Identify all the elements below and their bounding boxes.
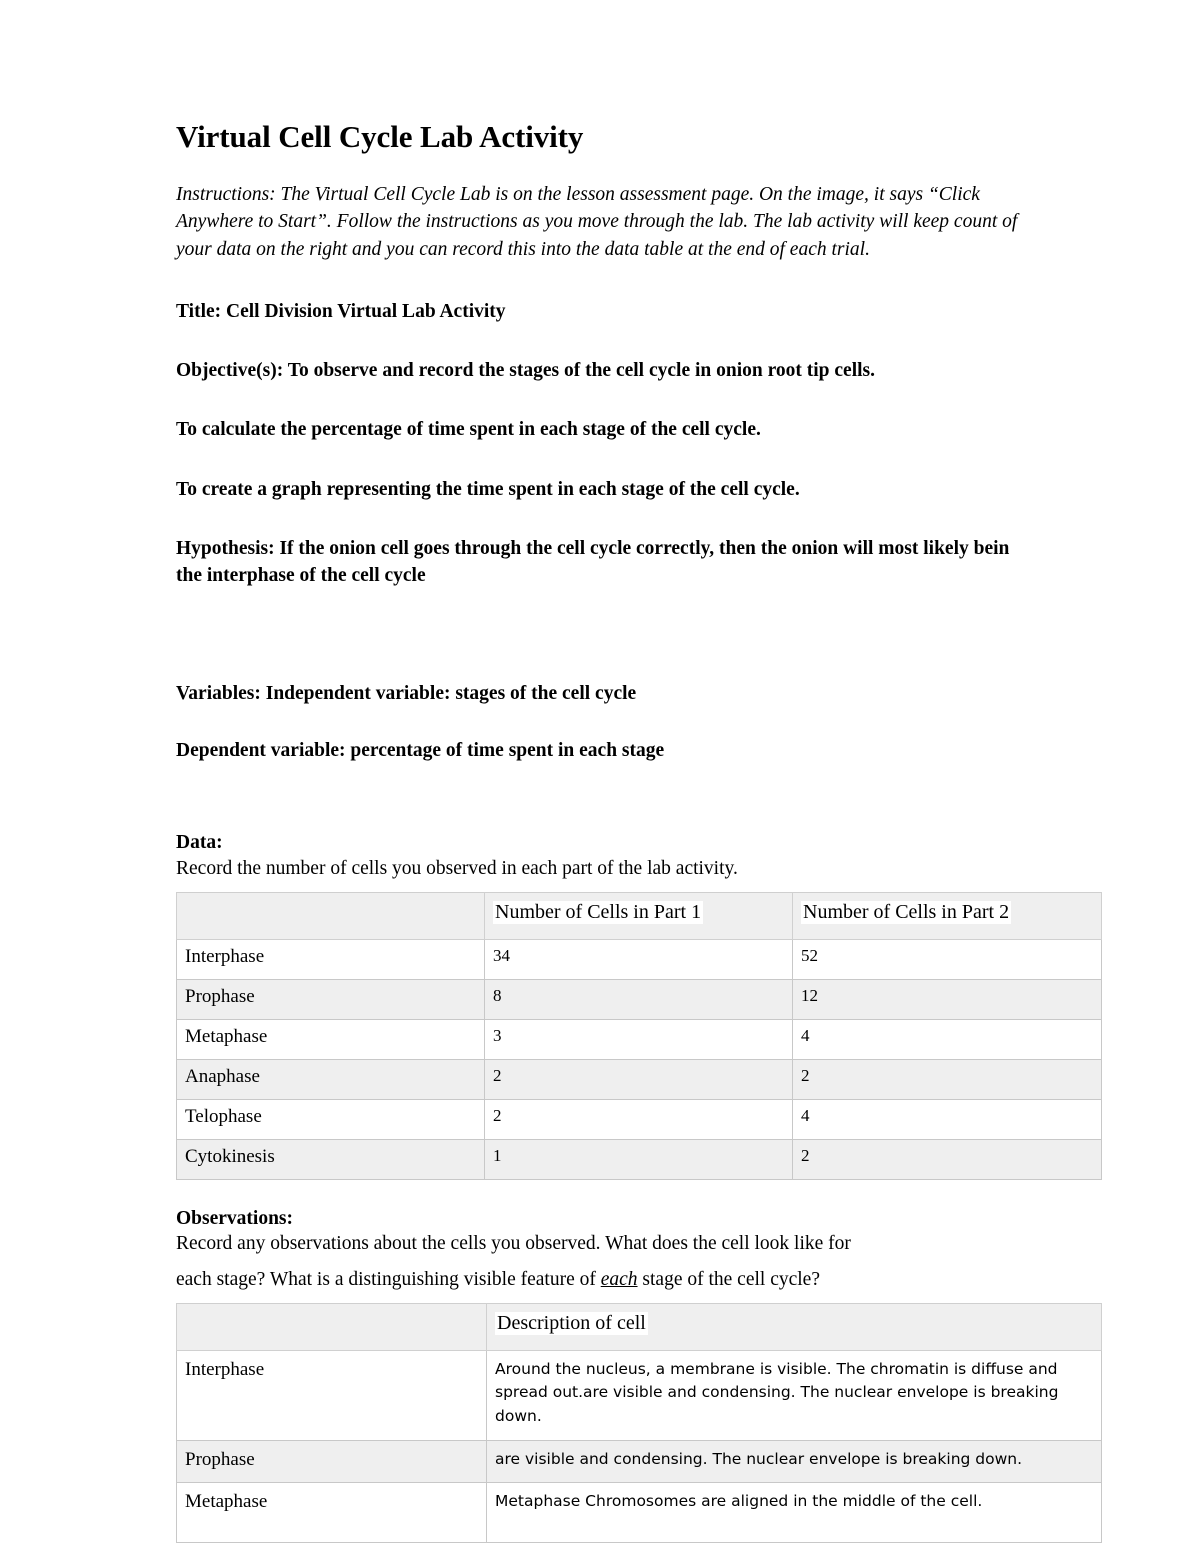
part1-count: 2 [485,1059,793,1099]
header-cell-description: Description of cell [487,1303,1102,1350]
dependent-variable-line: Dependent variable: percentage of time spent in each stage [176,739,665,761]
objective-line-3: To create a graph representing the time spent in each stage of the cell cycle. [176,478,800,500]
stage-name: Interphase [177,1350,487,1440]
part2-count: 4 [793,1099,1102,1139]
table-header-row [177,1303,1102,1350]
stage-name: Metaphase [177,1482,487,1542]
table-header-row [177,892,1102,939]
stage-name: Cytokinesis [177,1139,485,1179]
observations-subheading-suffix: stage of the cell cycle? [637,1269,820,1291]
stage-name: Anaphase [177,1059,485,1099]
table-row [177,1059,1102,1099]
part2-count: 52 [793,939,1102,979]
part1-count: 3 [485,1019,793,1059]
observations-table [176,1303,1102,1543]
part2-count: 2 [793,1059,1102,1099]
data-heading: Data: [176,832,223,854]
instructions-paragraph: Instructions: The Virtual Cell Cycle Lab is on the lesson assessment page. On the image, it says “Click Anywhere to Start”. Follow the instructions as you move through the lab. The lab activity will keep count of your data on the right and you can record this into the data table at the end of each trial. [176,183,1018,261]
observations-emphasis-word: each [600,1269,638,1291]
table-row [177,1019,1102,1059]
table-row [177,1139,1102,1179]
table-row [177,1482,1102,1542]
lab-title-line: Title: Cell Division Virtual Lab Activity [176,300,506,322]
stage-description: Metaphase Chromosomes are aligned in the middle of the cell. [487,1482,1102,1542]
observations-section-header [176,1206,1056,1293]
table-row [177,979,1102,1019]
table-row [177,1350,1102,1440]
observations-subheading-line1: Record any observations about the cells you observed. What does the cell look like for [176,1233,851,1255]
spacer-before-data [176,796,1056,830]
header-cell-stage [177,892,485,939]
table-row [177,1099,1102,1139]
objective-line-2: To calculate the percentage of time spent in each stage of the cell cycle. [176,419,761,441]
cell-count-table [176,892,1102,1180]
part1-count: 34 [485,939,793,979]
stage-description: are visible and condensing. The nuclear envelope is breaking down. [487,1440,1102,1482]
data-section-header [176,830,1056,881]
hypothesis-line: Hypothesis: If the onion cell goes through the cell cycle correctly, then the onion will most likely bein the interphase of the cell cycle [176,537,1010,587]
objective-line-1: Objective(s): To observe and record the stages of the cell cycle in onion root tip cells. [176,360,876,382]
independent-variable-line: Variables: Independent variable: stages of the cell cycle [176,682,637,704]
part2-count: 2 [793,1139,1102,1179]
header-cell-part1: Number of Cells in Part 1 [485,892,793,939]
table-row [177,939,1102,979]
stage-name: Telophase [177,1099,485,1139]
header-cell-stage [177,1303,487,1350]
part1-count: 8 [485,979,793,1019]
observations-heading: Observations: [176,1207,293,1229]
stage-description: Around the nucleus, a membrane is visible. The chromatin is diffuse and spread out.are visible and condensing. The nuclear envelope is breaking down. [487,1350,1102,1440]
stage-name: Prophase [177,979,485,1019]
stage-name: Interphase [177,939,485,979]
document-body [176,119,1059,1543]
table-row [177,1440,1102,1482]
part1-count: 2 [485,1099,793,1139]
stage-name: Prophase [177,1440,487,1482]
page-title: Virtual Cell Cycle Lab Activity [176,119,584,154]
data-subheading: Record the number of cells you observed in each part of the lab activity. [176,857,738,879]
observations-subheading-line2 [176,1267,1036,1293]
spacer-before-observations [176,1180,1056,1206]
stage-name: Metaphase [177,1019,485,1059]
part2-count: 12 [793,979,1102,1019]
observations-subheading-prefix: each stage? What is a distinguishing visible feature of [176,1269,601,1291]
header-cell-part2: Number of Cells in Part 2 [793,892,1102,939]
part2-count: 4 [793,1019,1102,1059]
part1-count: 1 [485,1139,793,1179]
